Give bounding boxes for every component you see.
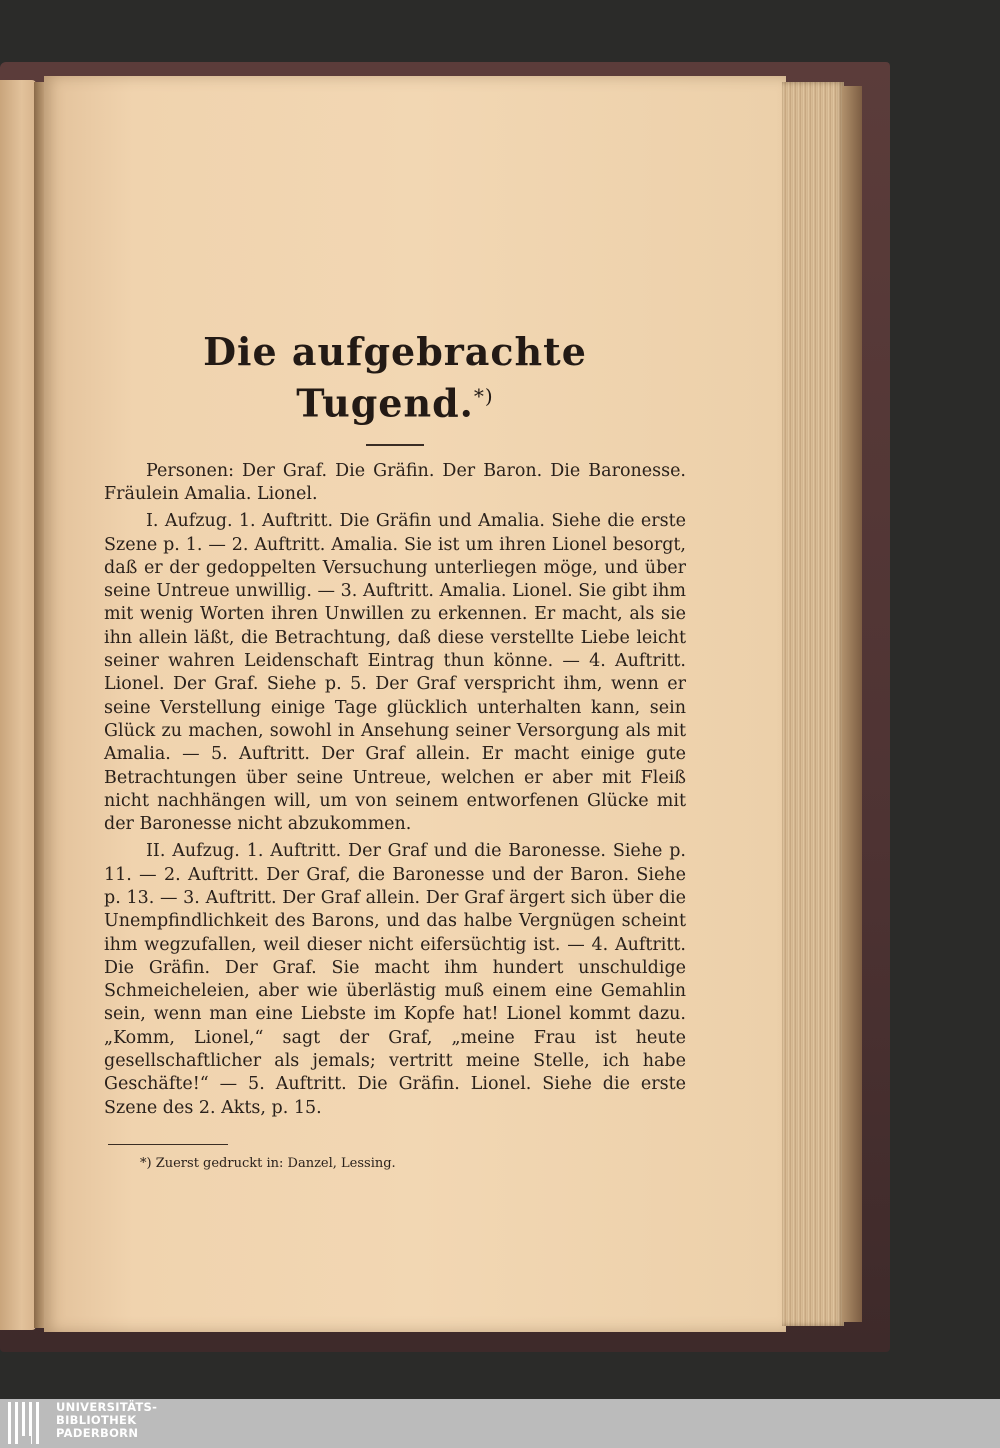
logo-line-3: PADERBORN	[56, 1426, 139, 1440]
chapter-title-text: Die aufgebrachte Tugend.	[203, 329, 587, 426]
footnote-divider	[108, 1144, 228, 1146]
paragraph-personen: Personen: Der Graf. Die Gräfin. Der Baron. Die Baronesse. Fräulein Amalia. Lionel.	[104, 460, 686, 504]
page-block-side	[842, 86, 862, 1322]
library-logo-text	[56, 1401, 157, 1440]
paragraph-aufzug-1: I. Aufzug. 1. Auftritt. Die Gräfin und Amalia. Siehe die erste Szene p. 1. — 2. Auftritt. Amalia. Sie ist um ihren Lionel besorgt, daß er der gedoppelten Versuchung unterliegen möge, und über seine Untreue unwillig. — 3. Auftritt. Amalia. Lionel. Sie gibt ihm mit wenig Worten ihren Unwillen zu erkennen. Er macht, als sie ihn allein läßt, die Betrachtung, daß diese verstellte Liebe leicht seiner wahren Leidenschaft Eintrag thun könne. — 4. Auftritt. Lionel. Der Graf. Siehe p. 5. Der Graf verspricht ihm, wenn er seine Verstellung einige Tage glücklich unterhalten kann, sein Glück zu machen, sowohl in Ansehung seiner Versorgung als mit Amalia. — 5. Auftritt. Der Graf allein. Er macht einige gute Betrachtungen über seine Untreue, welchen er aber mit Fleiß nicht nachhängen will, um von seinem entworfenen Glücke mit der Baronesse nicht abzukommen.	[104, 511, 686, 835]
footnote: *) Zuerst gedruckt in: Danzel, Lessing.	[140, 1156, 396, 1172]
title-divider	[366, 444, 424, 446]
library-logo-icon	[6, 1400, 46, 1446]
page-content	[104, 330, 686, 1173]
footnote-marker: *)	[473, 384, 494, 408]
logo-line-1: UNIVERSITÄTS-	[56, 1400, 158, 1414]
chapter-title	[104, 330, 686, 426]
logo-line-2: BIBLIOTHEK	[56, 1413, 137, 1427]
facing-page-edge	[0, 80, 36, 1330]
page-stack-edge	[782, 82, 844, 1326]
paragraph-aufzug-2: II. Aufzug. 1. Auftritt. Der Graf und die Baronesse. Siehe p. 11. — 2. Auftritt. Der Graf, die Baronesse und der Baron. Siehe p. 13. — 3. Auftritt. Der Graf allein. Der Graf ärgert sich über die Unempfindlichkeit des Barons, und das halbe Vergnügen scheint ihm wegzufallen, weil dieser nicht eifersüchtig ist. — 4. Auftritt. Die Gräfin. Der Graf. Sie macht ihm hundert unschuldige Schmeicheleien, aber wie überlästig muß einem eine Gemahlin sein, wenn man eine Liebste im Kopfe hat! Lionel kommt dazu. „Komm, Lionel,“ sagt der Graf, „meine Frau ist heute gesellschaftlicher als jemals; vertritt meine Stelle, ich habe Geschäfte!“ — 5. Auftritt. Die Gräfin. Lionel. Siehe die erste Szene des 2. Akts, p. 15.	[104, 841, 686, 1118]
